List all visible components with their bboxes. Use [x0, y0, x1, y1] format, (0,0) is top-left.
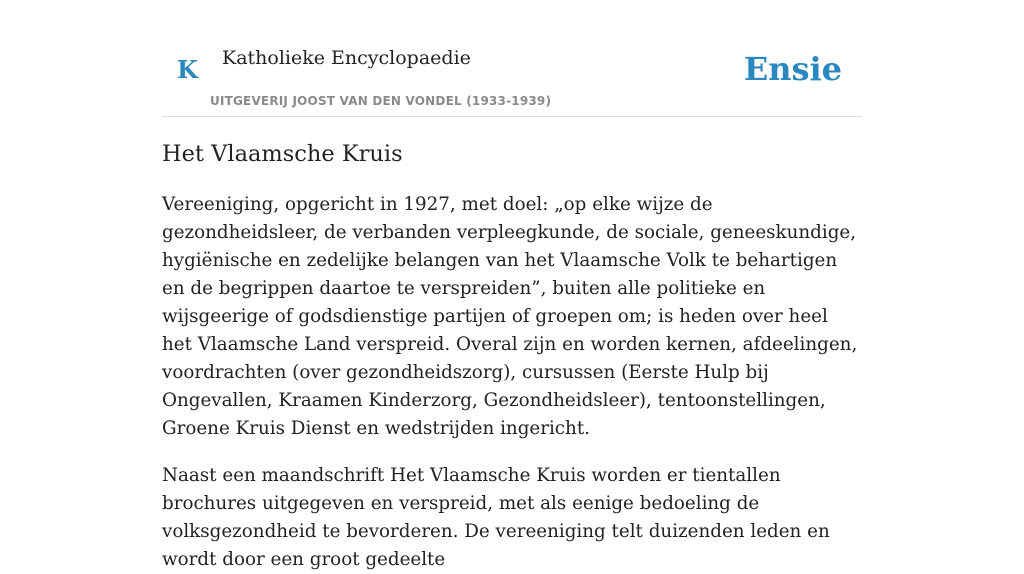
ensie-brand-logo[interactable]: Ensie	[743, 50, 842, 88]
encyclopedia-title[interactable]: Katholieke Encyclopaedie	[222, 47, 471, 69]
article-content	[162, 136, 862, 574]
publisher-subtitle: UITGEVERIJ JOOST VAN DEN VONDEL (1933-1939)	[210, 94, 552, 108]
article-paragraph: Vereeniging, opgericht in 1927, met doel: „op elke wijze de gezondheidsleer, de verbanden verpleegkunde, de sociale, geneeskundige, hygiënische en zedelijke belangen van het Vlaamsche Volk te behartigen en de begrippen daartoe te verspreiden”, buiten alle politieke en wijsgeerige of godsdienstige partijen of groepen om; is heden over heel het Vlaamsche Land verspreid. Overal zijn en worden kernen, afdeelingen, voordrachten (over gezondheidszorg), cursussen (Eerste Hulp bij Ongevallen, Kraamen Kinderzorg, Gezondheidsleer), tentoonstellingen, Groene Kruis Dienst en wedstrijden ingericht.	[162, 194, 858, 439]
encyclopedia-logo[interactable]: K	[177, 55, 198, 84]
article-paragraph: Naast een maandschrift Het Vlaamsche Kruis worden er tientallen brochures uitgegeven en verspreid, met als eenige bedoeling de volksgezondheid te bevorderen. De vereeniging telt duizenden leden en wordt door een groot gedeelte	[162, 465, 830, 570]
site-header	[162, 0, 862, 117]
article-title: Het Vlaamsche Kruis	[162, 141, 403, 167]
